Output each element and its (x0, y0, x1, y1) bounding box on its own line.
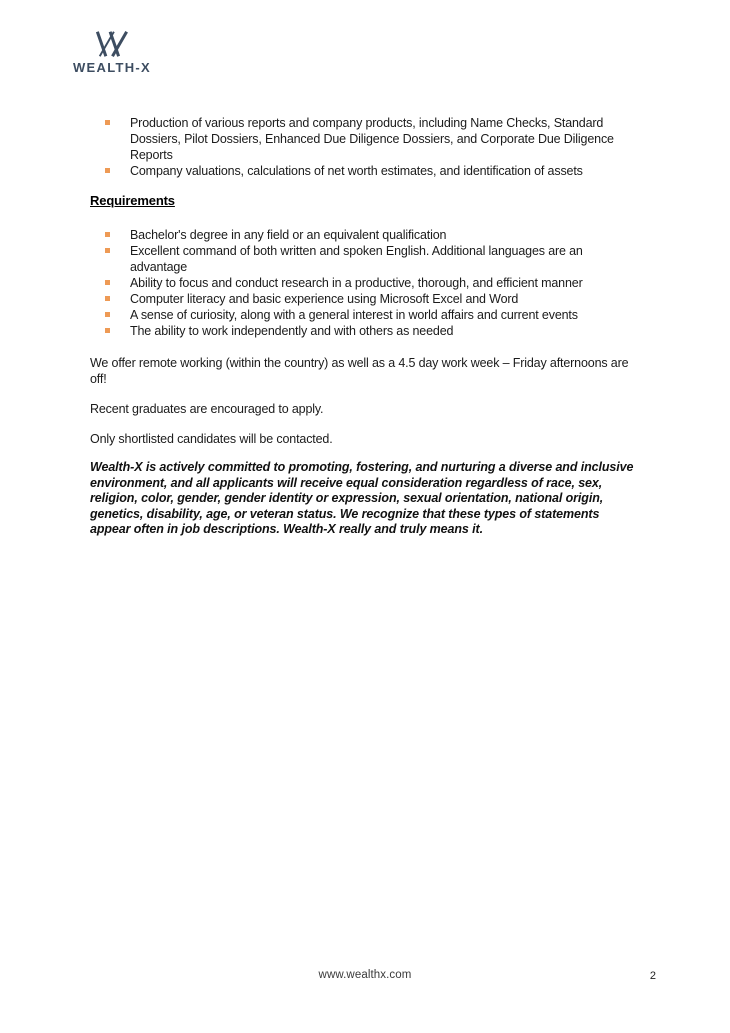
list-item: A sense of curiosity, along with a general interest in world affairs and current events (90, 307, 642, 323)
page-number: 2 (649, 970, 656, 982)
list-item: Bachelor's degree in any field or an equivalent qualification (90, 227, 642, 243)
requirements-list (90, 227, 642, 339)
list-item: Company valuations, calculations of net worth estimates, and identification of assets (90, 163, 642, 179)
paragraph-recent-graduates: Recent graduates are encouraged to apply. (90, 402, 324, 416)
document-body (90, 115, 642, 538)
responsibilities-list (90, 115, 642, 179)
footer-website-link[interactable]: www.wealthx.com (318, 969, 412, 981)
wealthx-logo-icon (95, 30, 129, 58)
wealthx-logo (66, 30, 158, 75)
list-item: Computer literacy and basic experience using Microsoft Excel and Word (90, 291, 642, 307)
paragraph-remote-working: We offer remote working (within the country) as well as a 4.5 day work week – Friday afternoons are off! (90, 356, 629, 386)
list-item: Ability to focus and conduct research in a productive, thorough, and efficient manner (90, 275, 642, 291)
wealthx-wordmark: WEALTH-X (72, 60, 152, 75)
paragraph-shortlisted: Only shortlisted candidates will be contacted. (90, 432, 333, 446)
paragraph-diversity-statement: Wealth-X is actively committed to promoting, fostering, and nurturing a diverse and inclusive environment, and all applicants will receive equal consideration regardless of race, sex, religion, color, gender, gender identity or expression, sexual orientation, national origin, genetics, disability, age, or veteran status. We recognize that these types of statements appear often in job descriptions. Wealth-X really and truly means it. (90, 460, 634, 537)
list-item: The ability to work independently and with others as needed (90, 323, 642, 339)
requirements-heading: Requirements (90, 193, 175, 208)
list-item: Production of various reports and company products, including Name Checks, Standard Dossiers, Pilot Dossiers, Enhanced Due Diligence Dossiers, and Corporate Due Diligence Reports (90, 115, 642, 163)
list-item: Excellent command of both written and spoken English. Additional languages are an advantage (90, 243, 642, 275)
